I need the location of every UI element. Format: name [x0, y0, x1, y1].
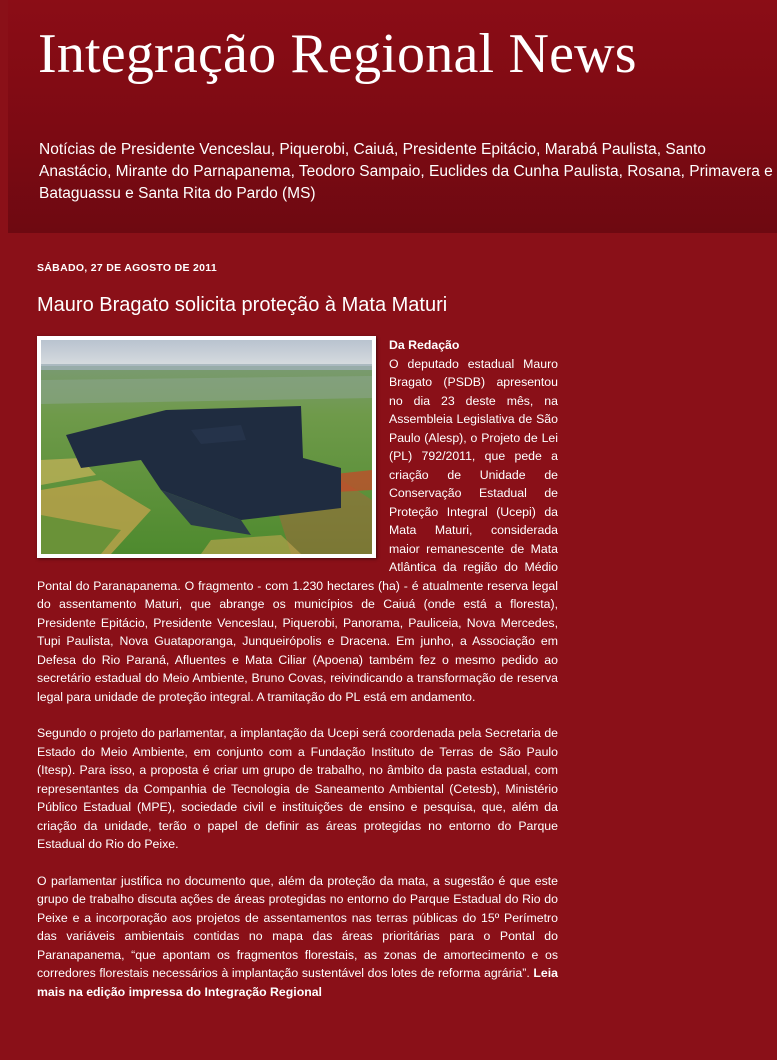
post-title[interactable]: Mauro Bragato solicita proteção à Mata Maturi: [37, 294, 448, 316]
post-byline: Da Redação: [389, 338, 460, 352]
blog-description: Notícias de Presidente Venceslau, Piquerobi, Caiuá, Presidente Epitácio, Marabá Paulista, Santo Anastácio, Mirante do Parnapanema, Teodoro Sampaio, Euclides da Cunha Paulista, Rosana, Primavera e Bataguassu e Santa Rita do Pardo (MS): [39, 141, 773, 202]
post-paragraph: O deputado estadual Mauro Bragato (PSDB) apresentou no dia 23 deste mês, na Assembleia Legislativa de São Paulo (Alesp), o Projeto de Lei (PL) 792/2011, que pede a criação de Unidade de Conservação Estadual de Proteção Integral (Ucepi) da Mata Maturi, considerada maior remanescente de Mata Atlântica da região do Médio Pontal do Paranapanema. O fragmento - com 1.230 hectares (ha) - é atualmente reserva legal do assentamento Maturi, que abrange os municípios de Caiuá (onde está a floresta), Presidente Epitácio, Presidente Venceslau, Piquerobi, Panorama, Pauliceia, Nova Mercedes, Tupi Paulista, Nova Guataporanga, Junqueirópolis e Dracena. Em junho, a Associação em Defesa do Rio Paraná, Afluentes e Mata Ciliar (Apoena) também fez o mesmo pedido ao secretário estadual do Meio Ambiente, Bruno Covas, reivindicando a transformação de reserva legal para unidade de proteção integral. A tramitação do PL está em andamento.: [37, 356, 558, 704]
post-image[interactable]: [37, 336, 376, 558]
blog-title[interactable]: Integração Regional News: [38, 23, 637, 85]
post-paragraph: Segundo o projeto do parlamentar, a implantação da Ucepi será coordenada pela Secretaria de Estado do Meio Ambiente, em conjunto com a Fundação Instituto de Terras de São Paulo (Itesp). Para isso, a proposta é criar um grupo de trabalho, no âmbito da pasta estadual, com representantes da Companhia de Tecnologia de Saneamento Ambiental (Cetesb), Ministério Público Estadual (MPE), sociedade civil e instituições de ensino e pesquisa, que, além da criação da unidade, terão o papel de definir as áreas protegidas no entorno do Parque Estadual do Rio do Peixe.: [37, 726, 558, 851]
aerial-forest-photo: [41, 340, 372, 554]
blog-header: [8, 0, 777, 233]
post-paragraph-text: O parlamentar justifica no documento que, além da proteção da mata, a sugestão é que este grupo de trabalho discuta ações de áreas protegidas no entorno do Parque Estadual do Rio do Peixe e a incorporação aos projetos de assentamentos nas terras públicas do 15º Perímetro das variáveis ambientais contidas no mapa das áreas prioritárias para o Pontal do Paranapanema, “que apontam os fragmentos florestais, as zonas de amortecimento e os corredores florestais necessários à implantação sustentável dos lotes de reforma agrária”.: [37, 873, 558, 980]
post-body: [37, 336, 558, 1001]
post-date: SÁBADO, 27 DE AGOSTO DE 2011: [37, 262, 217, 274]
read-more-text: Leia mais na edição impressa do Integração Regional: [37, 966, 558, 999]
post-paragraph: [37, 872, 558, 1002]
